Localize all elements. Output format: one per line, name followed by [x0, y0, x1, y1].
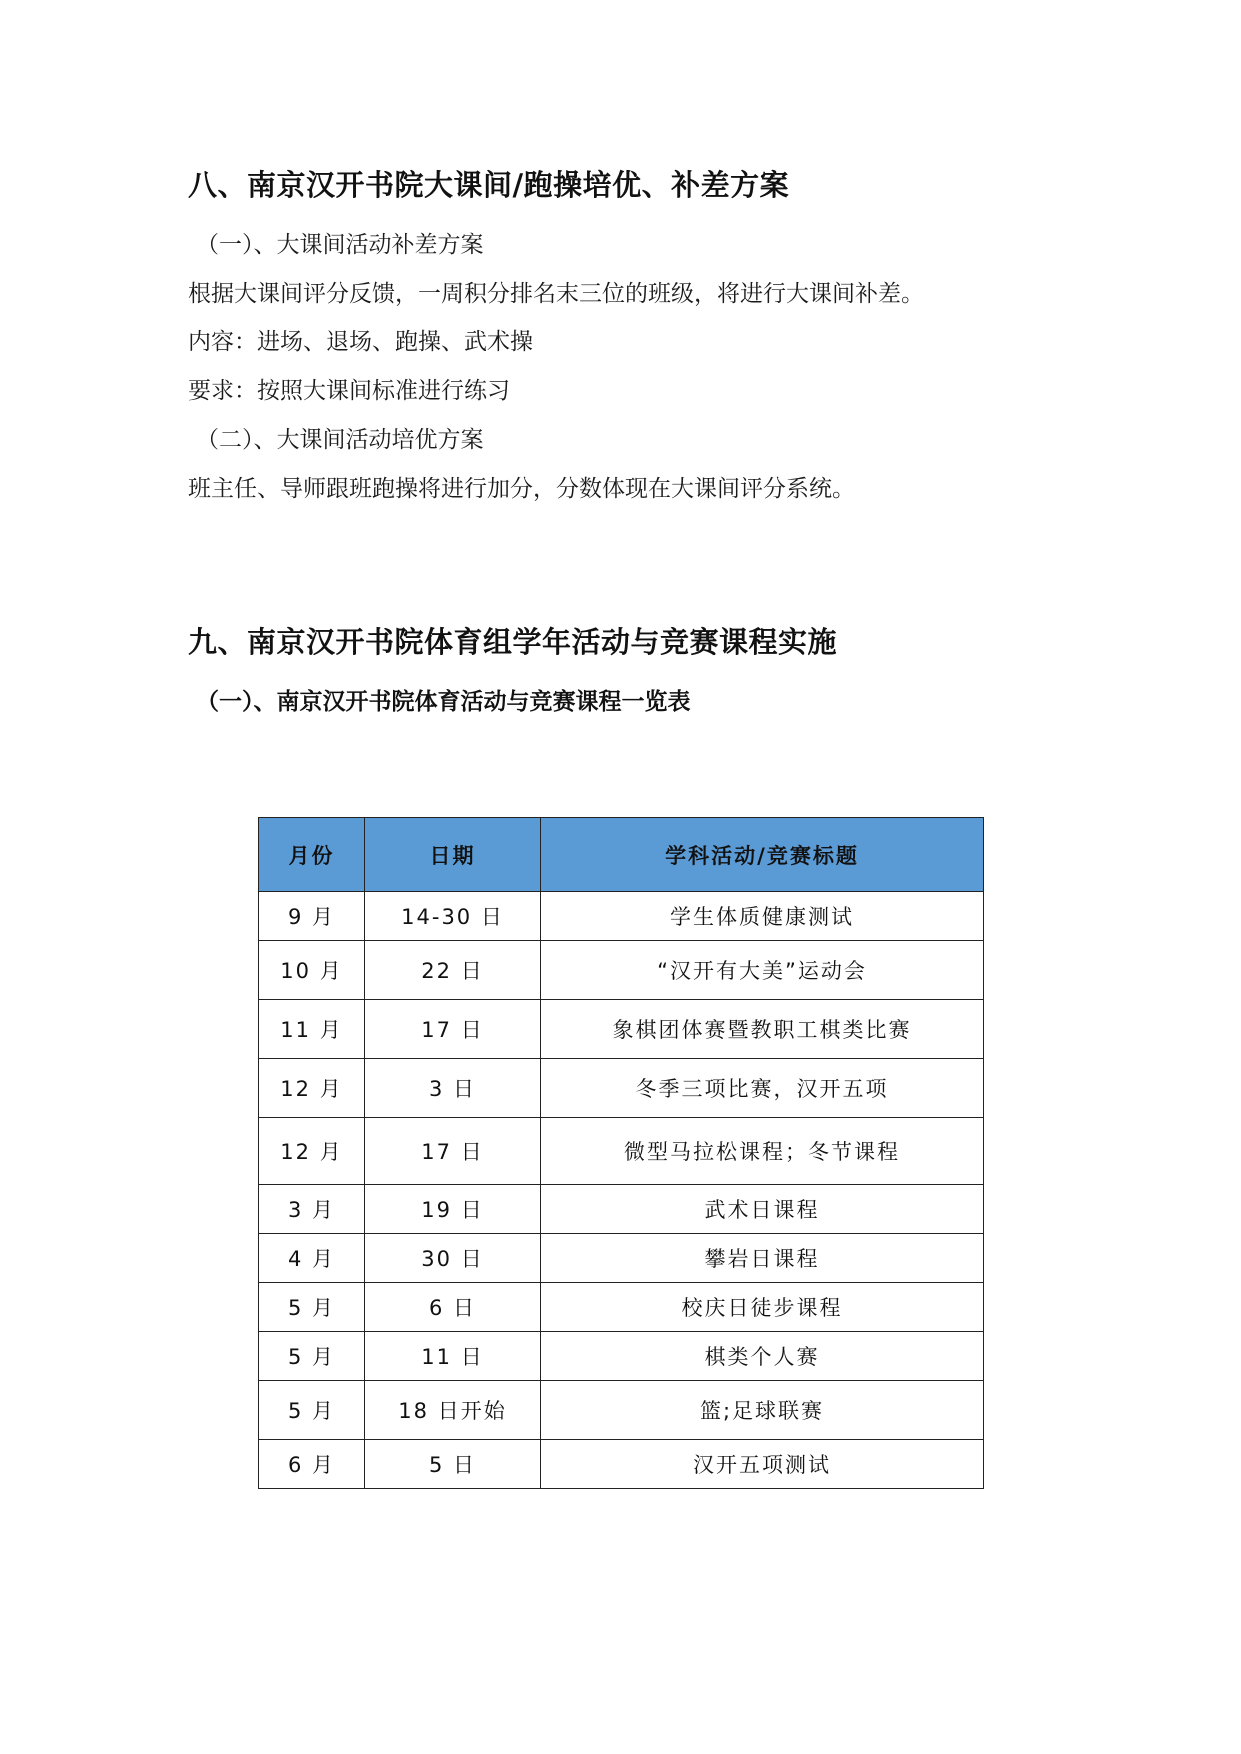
- table-row: [259, 892, 984, 941]
- cell-event: “汉开有大美”运动会: [541, 941, 984, 1000]
- table-row: [259, 941, 984, 1000]
- cell-event: 冬季三项比赛，汉开五项: [541, 1059, 984, 1118]
- cell-date: 17 日: [365, 1000, 541, 1059]
- cell-date: 11 日: [365, 1332, 541, 1381]
- cell-month: 9 月: [259, 892, 365, 941]
- cell-date: 6 日: [365, 1283, 541, 1332]
- cell-month: 5 月: [259, 1381, 365, 1440]
- table-header-row: [259, 818, 984, 892]
- section-8-subheading-1: （一）、大课间活动补差方案: [196, 232, 484, 258]
- cell-date: 22 日: [365, 941, 541, 1000]
- cell-month: 11 月: [259, 1000, 365, 1059]
- cell-event: 汉开五项测试: [541, 1440, 984, 1489]
- table-row: [259, 1332, 984, 1381]
- cell-month: 4 月: [259, 1234, 365, 1283]
- section-8-subheading-2: （二）、大课间活动培优方案: [196, 427, 484, 453]
- cell-date: 3 日: [365, 1059, 541, 1118]
- cell-event: 校庆日徒步课程: [541, 1283, 984, 1332]
- table-row: [259, 1185, 984, 1234]
- cell-month: 12 月: [259, 1118, 365, 1185]
- section-8-paragraph-4: 班主任、导师跟班跑操将进行加分，分数体现在大课间评分系统。: [188, 476, 855, 502]
- cell-date: 17 日: [365, 1118, 541, 1185]
- table-row: [259, 1059, 984, 1118]
- table-row: [259, 1440, 984, 1489]
- cell-date: 19 日: [365, 1185, 541, 1234]
- cell-event: 篮;足球联赛: [541, 1381, 984, 1440]
- cell-month: 12 月: [259, 1059, 365, 1118]
- table-row: [259, 1118, 984, 1185]
- section-8-heading: 八、南京汉开书院大课间/跑操培优、补差方案: [188, 168, 790, 202]
- header-date: 日期: [365, 818, 541, 892]
- cell-event: 象棋团体赛暨教职工棋类比赛: [541, 1000, 984, 1059]
- cell-event: 攀岩日课程: [541, 1234, 984, 1283]
- table-row: [259, 1000, 984, 1059]
- section-8-paragraph-1: 根据大课间评分反馈，一周积分排名末三位的班级，将进行大课间补差。: [188, 281, 924, 307]
- table-row: [259, 1381, 984, 1440]
- header-month: 月份: [259, 818, 365, 892]
- table-row: [259, 1283, 984, 1332]
- cell-event: 武术日课程: [541, 1185, 984, 1234]
- section-9-subheading-1: （一）、南京汉开书院体育活动与竞赛课程一览表: [196, 689, 691, 715]
- cell-month: 5 月: [259, 1332, 365, 1381]
- cell-event: 学生体质健康测试: [541, 892, 984, 941]
- cell-date: 18 日开始: [365, 1381, 541, 1440]
- cell-date: 30 日: [365, 1234, 541, 1283]
- cell-date: 14-30 日: [365, 892, 541, 941]
- cell-month: 5 月: [259, 1283, 365, 1332]
- table-row: [259, 1234, 984, 1283]
- activity-schedule-table: [258, 817, 984, 1489]
- cell-event: 微型马拉松课程；冬节课程: [541, 1118, 984, 1185]
- cell-month: 6 月: [259, 1440, 365, 1489]
- section-8-paragraph-2: 内容：进场、退场、跑操、武术操: [188, 329, 533, 355]
- cell-month: 3 月: [259, 1185, 365, 1234]
- cell-month: 10 月: [259, 941, 365, 1000]
- header-event: 学科活动/竞赛标题: [541, 818, 984, 892]
- cell-event: 棋类个人赛: [541, 1332, 984, 1381]
- section-8-paragraph-3: 要求：按照大课间标准进行练习: [188, 378, 510, 404]
- section-9-heading: 九、南京汉开书院体育组学年活动与竞赛课程实施: [188, 625, 838, 659]
- cell-date: 5 日: [365, 1440, 541, 1489]
